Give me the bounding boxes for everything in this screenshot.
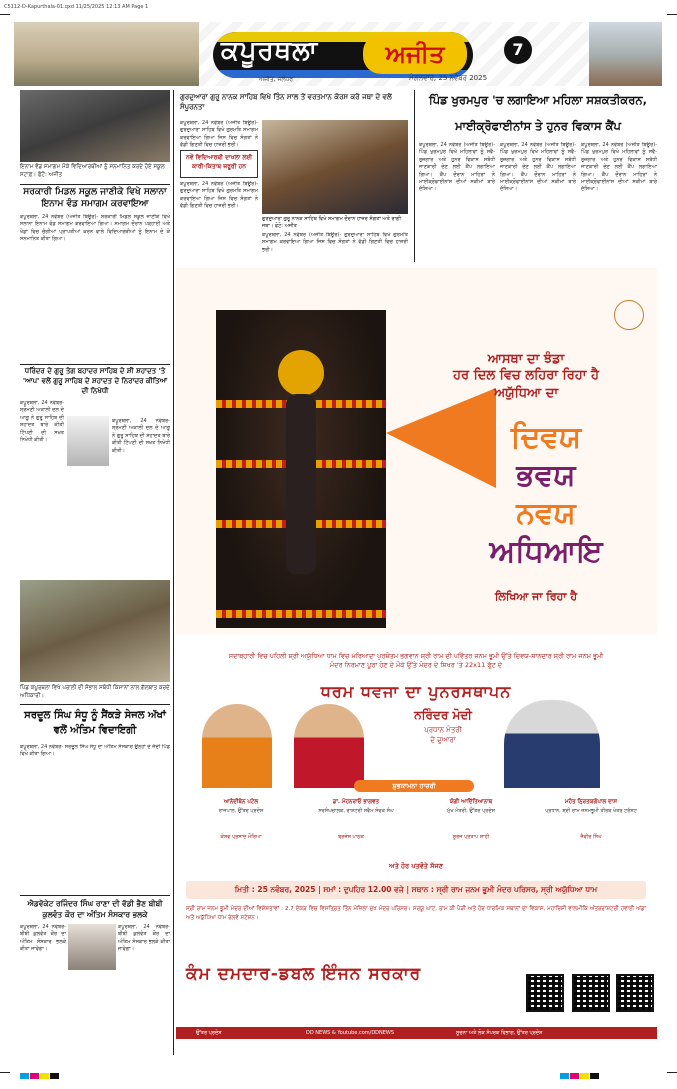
- right-story-headline-2: ਮਾਈਕ੍ਰੋਫਾਈਨਾਂਸ ਤੇ ਹੁਨਰ ਵਿਕਾਸ ਕੈਂਪ: [455, 119, 621, 133]
- pm-title: ਪ੍ਰਧਾਨ ਮੰਤਰੀ: [424, 726, 462, 734]
- divider: [20, 704, 170, 705]
- page-number: 7: [504, 36, 532, 64]
- minor-guest: ਸੂਰਜ ਪ੍ਰਤਾਪ ਸ਼ਾਹੀ: [452, 834, 490, 840]
- leader-portrait: [67, 416, 109, 466]
- photo-caption: ਗੁਰਦੁਆਰਾ ਗੁਰੂ ਨਾਨਕ ਸਾਹਿਬ ਵਿਖੇ ਸਮਾਗਮ ਦੌਰਾਨ ਹਾਜ਼ਰ ਸੰਗਤਾਂ ਅਤੇ ਰਾਗੀ ਜਥਾ। ਫੋਟੋ: ਅਜੀਤ: [262, 216, 401, 229]
- guest-name: ਯੋਗੀ ਆਦਿੱਤਿਆਨਾਥ: [449, 799, 493, 805]
- qr-code: [572, 974, 610, 1012]
- print-header: C5112-D-Kapurthala-01.qxd 11/25/2025 12:13 AM Page 1: [4, 4, 149, 10]
- up-govt-emblem: [614, 300, 644, 330]
- story-headline: ਐਡਵੋਕੇਟ ਰਜਿੰਦਰ ਸਿੰਘ ਰਾਣਾ ਦੀ ਵੱਡੀ ਭੈਣ ਬੀਬੀ ਕੁਲਵੰਤ ਕੌਰ ਦਾ ਅੰਤਿਮ ਸੰਸਕਾਰ ਭਲਕੇ: [27, 899, 163, 919]
- guest-role: ਰਾਜਪਾਲ, ਉੱਤਰ ਪ੍ਰਦੇਸ਼: [218, 808, 264, 814]
- masthead-subline: ਅਜੀਤ, ਜਲੰਧਰ: [259, 76, 294, 83]
- story-body: ਕਪੂਰਥਲਾ, 24 ਨਵੰਬਰ- ਬੀਬੀ ਕੁਲਵੰਤ ਕੌਰ ਦਾ ਅੰਤਿਮ ਸੰਸਕਾਰ ਭਲਕੇ ਕੀਤਾ ਜਾਵੇਗਾ।: [20, 924, 66, 953]
- photo-caption: ਪਿੰਡ ਕਪੂਰਥਲਾ ਵਿਖੇ ਪਰਾਲੀ ਦੀ ਸੰਭਾਲ ਸਬੰਧੀ ਕਿਸਾਨਾਂ ਨਾਲ ਗੱਲਬਾਤ ਕਰਦੇ ਅਧਿਕਾਰੀ।: [20, 685, 170, 699]
- kirtan-photo: [262, 120, 408, 214]
- guest-photo: [294, 704, 364, 788]
- advertisement: [176, 268, 657, 1058]
- footer-department: ਸੂਚਨਾ ਅਤੇ ਲੋਕ ਸੰਪਰਕ ਵਿਭਾਗ, ਉੱਤਰ ਪ੍ਰਦੇਸ਼: [456, 1030, 543, 1036]
- advert-slogan: ਕੰਮ ਦਮਦਾਰ-ਡਬਲ ਇੰਜਨ ਸਰਕਾਰ: [186, 964, 422, 984]
- advert-tagline: ਅਯੁੱਧਿਆ ਦਾ: [493, 386, 559, 401]
- advert-tagline: ਲਿਖਿਆ ਜਾ ਰਿਹਾ ਹੈ: [494, 590, 578, 603]
- pm-name: ਨਰਿੰਦਰ ਮੋਦੀ: [414, 708, 472, 722]
- masthead-photo-gurdwara: [14, 22, 199, 86]
- center-story-body: ਕਪੂਰਥਲਾ, 24 ਨਵੰਬਰ (ਅਜੀਤ ਬਿਊਰੋ)- ਗੁਰਦੁਆਰਾ ਸਾਹਿਬ ਵਿਖੇ ਗੁਰਮਤਿ ਸਮਾਗਮ ਕਰਵਾਇਆ ਗਿਆ ਜਿਸ ਵਿਚ ਸੰਗਤਾਂ ਨੇ ਵੱਡੀ ਗਿਣਤੀ ਵਿਚ ਹਾਜ਼ਰੀ ਭਰੀ।: [262, 232, 408, 253]
- masthead-brand: [199, 22, 589, 86]
- guest-photo: [202, 704, 272, 788]
- qr-code: [526, 974, 564, 1012]
- minor-guest: ਕੇਸ਼ਵ ਪ੍ਰਸਾਦ ਮੌਰਿਆ: [220, 834, 262, 840]
- crop-mark: [0, 1072, 10, 1073]
- prize-ceremony-photo: [20, 90, 170, 162]
- column-rule: [414, 90, 415, 262]
- story-body: ਕਪੂਰਥਲਾ, 24 ਨਵੰਬਰ- ਸਰਦੂਲ ਸਿੰਘ ਸੰਧੂ ਦਾ ਅੰਤਿਮ ਸੰਸਕਾਰ ਉਨ੍ਹਾਂ ਦੇ ਜੱਦੀ ਪਿੰਡ ਵਿਖੇ ਕੀਤਾ ਗਿਆ।: [20, 744, 170, 758]
- advert-word-adhyay: ਅਧਿਆਇ: [489, 534, 603, 569]
- right-story-headline: ਪਿੰਡ ਖੁਰਮਪੁਰ 'ਚ ਲਗਾਇਆ ਮਹਿਲਾ ਸਸ਼ਕਤੀਕਰਨ,: [429, 93, 647, 107]
- advert-event-title: ਧਰਮ ਧਵਜਾ ਦਾ ਪੁਨਰਸਥਾਪਨ: [320, 682, 512, 701]
- masthead-date: ਮੰਗਲਵਾਰ, 25 ਨਵੰਬਰ 2025: [409, 74, 488, 82]
- advert-footer: [176, 1027, 657, 1039]
- masthead-photo-building: [589, 22, 662, 86]
- event-date-bar: ਮਿਤੀ : 25 ਨਵੰਬਰ, 2025 | ਸਮਾਂ : ਦੁਪਹਿਰ 12.00 ਵਜੇ | ਸਥਾਨ : ਸ੍ਰੀ ਰਾਮ ਜਨਮ ਭੂਮੀ ਮੰਦਰ ਪਰਿਸਰ, ਸ੍ਰੀ ਅਯੁੱਧਿਆ ਧਾਮ: [186, 881, 646, 899]
- color-calibration-bar: [20, 1064, 60, 1083]
- pm-photo: [504, 700, 600, 788]
- crop-mark: [0, 14, 10, 15]
- pm-by: ਦੇ ਦੁਆਰਾ: [430, 736, 456, 744]
- guest-name: ਡਾ. ਮੋਹਨਰਾਓ ਭਾਗਵਤ: [332, 799, 380, 805]
- right-story-body: ਕਪੂਰਥਲਾ, 24 ਨਵੰਬਰ (ਅਜੀਤ ਬਿਊਰੋ)- ਪਿੰਡ ਖੁਰਮਪੁਰ ਵਿਖੇ ਮਹਿਲਾਵਾਂ ਨੂੰ ਸਵੈ-ਰੁਜ਼ਗਾਰ ਅਤੇ ਹੁਨਰ ਵਿਕਾਸ ਸਬੰਧੀ ਜਾਣਕਾਰੀ ਦੇਣ ਲਈ ਕੈਂਪ ਲਗਾਇਆ ਗਿਆ। ਕੈਂਪ ਦੌਰਾਨ ਮਾਹਿਰਾਂ ਨੇ ਮਾਈਕ੍ਰੋਫਾਈਨਾਂਸ ਦੀਆਂ ਸਕੀਮਾਂ ਬਾਰੇ ਦੱਸਿਆ।: [500, 142, 576, 193]
- minor-guest: ਜੈਵੀਰ ਸਿੰਘ: [580, 834, 602, 840]
- center-story-body: ਕਪੂਰਥਲਾ, 24 ਨਵੰਬਰ (ਅਜੀਤ ਬਿਊਰੋ)- ਗੁਰਦੁਆਰਾ ਸਾਹਿਬ ਵਿਖੇ ਗੁਰਮਤਿ ਸਮਾਗਮ ਕਰਵਾਇਆ ਗਿਆ ਜਿਸ ਵਿਚ ਸੰਗਤਾਂ ਨੇ ਵੱਡੀ ਗਿਣਤੀ ਵਿਚ ਹਾਜ਼ਰੀ ਭਰੀ।: [180, 120, 258, 149]
- minor-guest: ਬ੍ਰਜੇਸ਼ ਪਾਠਕ: [338, 834, 364, 840]
- story-body: ਕਪੂਰਥਲਾ, 24 ਨਵੰਬਰ- ਬੀਬੀ ਕੁਲਵੰਤ ਕੌਰ ਦਾ ਅੰਤਿਮ ਸੰਸਕਾਰ ਭਲਕੇ ਕੀਤਾ ਜਾਵੇਗਾ।: [118, 924, 170, 953]
- crop-mark: [667, 14, 677, 15]
- others-note: ਅਤੇ ਹੋਰ ਪਤਵੰਤੇ ਸੱਜਣ: [389, 862, 443, 870]
- color-calibration-bar: [560, 1064, 600, 1083]
- footer-social: DD NEWS & Youtube.com/DDNEWS: [306, 1030, 395, 1036]
- story-headline: ਧਰਿੰਦਰ ਦੇ ਗੁਰੂ ਤੇਗ ਬਹਾਦਰ ਸਾਹਿਬ ਦੇ ਸ਼ੀ ਸ਼ਹਾਦਤ 'ਤੇ 'ਆਪ' ਵਲੋਂ ਗੁਰੂ ਸਾਹਿਬ ਦੇ ਸ਼ਹਾਦਤ ਦੇ ਨਿਰਾਦਰ ਕੀਤਿਆਂ ਦੀ ਨਿਖੇਧੀ: [22, 367, 168, 395]
- advert-tagline: ਹਰ ਦਿਲ ਵਿਚ ਲਹਿਰਾ ਰਿਹਾ ਹੈ: [453, 368, 599, 383]
- masthead-logo: [213, 32, 473, 78]
- masthead-city: ਕਪੂਰਥਲਾ: [221, 36, 319, 66]
- advert-hero: [176, 268, 657, 634]
- center-story-headline: ਗੁਰਦੁਆਰਾ ਗੁਰੂ ਨਾਨਕ ਸਾਹਿਬ ਵਿਖੇ ਤਿੰਨ ਸਾਲ ਤੋਂ ਵਰਤਮਾਨ ਕੋਰਸ ਕਰੋ ਜਥਾ ਦੇ ਵਲੋਂ ਸੰਪੂਰਨਤਾ: [180, 93, 392, 111]
- divider: [20, 364, 170, 365]
- guest-name: ਆਨੰਦੀਬੇਨ ਪਟੇਲ: [223, 799, 259, 805]
- right-story-body: ਕਪੂਰਥਲਾ, 24 ਨਵੰਬਰ (ਅਜੀਤ ਬਿਊਰੋ)- ਪਿੰਡ ਖੁਰਮਪੁਰ ਵਿਖੇ ਮਹਿਲਾਵਾਂ ਨੂੰ ਸਵੈ-ਰੁਜ਼ਗਾਰ ਅਤੇ ਹੁਨਰ ਵਿਕਾਸ ਸਬੰਧੀ ਜਾਣਕਾਰੀ ਦੇਣ ਲਈ ਕੈਂਪ ਲਗਾਇਆ ਗਿਆ। ਕੈਂਪ ਦੌਰਾਨ ਮਾਹਿਰਾਂ ਨੇ ਮਾਈਕ੍ਰੋਫਾਈਨਾਂਸ ਦੀਆਂ ਸਕੀਮਾਂ ਬਾਰੇ ਦੱਸਿਆ।: [419, 142, 495, 193]
- divider: [20, 184, 170, 185]
- photo-caption: ਇਨਾਮ ਵੰਡ ਸਮਾਗਮ ਮੌਕੇ ਵਿਦਿਆਰਥੀਆਂ ਨੂੰ ਸਨਮਾਨਿਤ ਕਰਦੇ ਹੋਏ ਸਕੂਲ ਸਟਾਫ਼। ਫੋਟੋ: ਅਜੀਤ: [20, 164, 165, 178]
- footer-state: ਉੱਤਰ ਪ੍ਰਦੇਸ਼: [196, 1030, 222, 1036]
- story-body: ਕਪੂਰਥਲਾ, 24 ਨਵੰਬਰ (ਅਜੀਤ ਬਿਊਰੋ)- ਸਰਕਾਰੀ ਮਿਡਲ ਸਕੂਲ ਜਾਣੀਕੇ ਵਿਖੇ ਸਲਾਨਾ ਇਨਾਮ ਵੰਡ ਸਮਾਗਮ ਕਰਵਾਇਆ ਗਿਆ। ਸਮਾਗਮ ਦੌਰਾਨ ਪੜ੍ਹਾਈ ਅਤੇ ਖੇਡਾਂ ਵਿਚ ਚੰਗੀਆਂ ਪ੍ਰਾਪਤੀਆਂ ਕਰਨ ਵਾਲੇ ਵਿਦਿਆਰਥੀਆਂ ਨੂੰ ਇਨਾਮ ਦੇ ਕੇ ਸਨਮਾਨਿਤ ਕੀਤਾ ਗਿਆ।: [20, 214, 170, 243]
- divider: [20, 895, 170, 896]
- qr-code: [616, 974, 654, 1012]
- guest-name: ਮਹੰਤ ਨ੍ਰਿਤਯਗੋਪਾਲ ਦਾਸ: [564, 799, 618, 805]
- guests-label: ਸ਼ੁਭਕਾਮਨਾ ਹਾਜ਼ਰੀ: [354, 780, 474, 792]
- advert-word-bhavya: ਭਵਯ: [516, 458, 576, 493]
- guest-role: ਪ੍ਰਧਾਨ, ਸ਼੍ਰੀ ਰਾਮ ਜਨਮਭੂਮੀ ਤੀਰਥ ਖੇਤਰ ਟਰੱਸਟ: [545, 808, 637, 814]
- boxed-note: ਨਵੇਂ ਵਿਦਿਆਰਥੀ ਦਾਖਲਾ ਲਈ ਕਾਰੀ-ਕਿਤਾਬ ਜ਼ਰੂਰੀ ਹਨ: [180, 150, 258, 178]
- guest-role: ਸਰਸੰਘਚਾਲਕ, ਰਾਸ਼ਟਰੀ ਸਵੈਮ ਸੇਵਕ ਸੰਘ: [318, 808, 394, 814]
- story-headline: ਸਰਕਾਰੀ ਮਿਡਲ ਸਕੂਲ ਜਾਣੀਕੇ ਵਿਖੇ ਸਲਾਨਾ ਇਨਾਮ ਵੰਡ ਸਮਾਗਮ ਕਰਵਾਇਆ: [23, 187, 167, 209]
- right-story-body: ਕਪੂਰਥਲਾ, 24 ਨਵੰਬਰ (ਅਜੀਤ ਬਿਊਰੋ)- ਪਿੰਡ ਖੁਰਮਪੁਰ ਵਿਖੇ ਮਹਿਲਾਵਾਂ ਨੂੰ ਸਵੈ-ਰੁਜ਼ਗਾਰ ਅਤੇ ਹੁਨਰ ਵਿਕਾਸ ਸਬੰਧੀ ਜਾਣਕਾਰੀ ਦੇਣ ਲਈ ਕੈਂਪ ਲਗਾਇਆ ਗਿਆ। ਕੈਂਪ ਦੌਰਾਨ ਮਾਹਿਰਾਂ ਨੇ ਮਾਈਕ੍ਰੋਫਾਈਨਾਂਸ ਦੀਆਂ ਸਕੀਮਾਂ ਬਾਰੇ ਦੱਸਿਆ।: [581, 142, 657, 193]
- column-rule: [173, 90, 174, 1055]
- story-body: ਕਪੂਰਥਲਾ, 24 ਨਵੰਬਰ- ਸ਼੍ਰੋਮਣੀ ਅਕਾਲੀ ਦਲ ਦੇ ਆਗੂ ਨੇ ਗੁਰੂ ਸਾਹਿਬ ਦੀ ਸ਼ਹਾਦਤ ਬਾਰੇ ਕੀਤੀ ਟਿੱਪਣੀ ਦੀ ਸਖ਼ਤ ਨਿਖੇਧੀ ਕੀਤੀ।: [112, 418, 170, 454]
- center-story-body: ਕਪੂਰਥਲਾ, 24 ਨਵੰਬਰ (ਅਜੀਤ ਬਿਊਰੋ)- ਗੁਰਦੁਆਰਾ ਸਾਹਿਬ ਵਿਖੇ ਗੁਰਮਤਿ ਸਮਾਗਮ ਕਰਵਾਇਆ ਗਿਆ ਜਿਸ ਵਿਚ ਸੰਗਤਾਂ ਨੇ ਵੱਡੀ ਗਿਣਤੀ ਵਿਚ ਹਾਜ਼ਰੀ ਭਰੀ।: [180, 181, 258, 210]
- crop-mark: [667, 1072, 677, 1073]
- advert-tagline: ਆਸਥਾ ਦਾ ਝੰਡਾ: [487, 352, 565, 367]
- advert-intro: ਸਦਾਬਹਾਰੀ ਵਿਚ ਪਹਿਲੀ ਸ਼੍ਰੀ ਅਯੁੱਧਿਆ ਧਾਮ ਵਿਚ ਮਰਿਆਦਾ ਪੁਰਸ਼ੋਤਮ ਭਗਵਾਨ ਸ਼੍ਰੀ ਰਾਮ ਦੀ ਪਵਿੱਤਰ ਜਨਮ ਭੂਮੀ ਉੱਤੇ ਦਿਵਯ-ਸ਼ਾਨਦਾਰ ਸ਼੍ਰੀ ਰਾਮ ਜਨਮ ਭੂਮੀ ਮੰਦਰ ਨਿਰਮਾਣ ਪੂਰਾ ਹੋਣ ਦੇ ਮੌਕੇ ਉੱਤੇ ਮੰਦਰ ਦੇ ਸ਼ਿਖਰ 'ਤੇ 22x11 ਫੁੱਟ ਦੇ: [228, 652, 604, 669]
- masthead: [14, 18, 662, 90]
- obituary-portrait: [68, 924, 116, 970]
- ram-lalla-idol-photo: [216, 310, 386, 628]
- masthead-paper-name: ਅਜੀਤ: [363, 34, 467, 74]
- advert-word-divya: ਦਿਵਯ: [510, 420, 582, 455]
- temple-features: ਸ੍ਰੀ ਰਾਮ ਜਨਮ ਭੂਮੀ ਮੰਦਰ ਦੀਆਂ ਵਿਸ਼ੇਸ਼ਤਾਵਾਂ : 2.7 ਏਕੜ ਵਿਚ ਵਿਸਤ੍ਰਿਤ ਤਿੰਨ ਮੰਜ਼ਿਲਾ ਮੁੱਖ ਮੰਦਰ ਪਰਿਸਰ। ਸਰਯੂ ਘਾਟ, ਰਾਮ ਕੀ ਪੈੜੀ ਅਤੇ ਹੋਰ ਧਾਰਮਿਕ ਸਥਾਨਾਂ ਦਾ ਵਿਕਾਸ, ਮਹਾਰਿਸ਼ੀ ਵਾਲਮੀਕਿ ਅੰਤਰਰਾਸ਼ਟਰੀ ਹਵਾਈ ਅੱਡਾ ਅਤੇ ਅਯੁੱਧਿਆ ਧਾਮ ਰੇਲਵੇ ਸਟੇਸ਼ਨ।: [186, 906, 646, 921]
- story-body: ਕਪੂਰਥਲਾ, 24 ਨਵੰਬਰ- ਸ਼੍ਰੋਮਣੀ ਅਕਾਲੀ ਦਲ ਦੇ ਆਗੂ ਨੇ ਗੁਰੂ ਸਾਹਿਬ ਦੀ ਸ਼ਹਾਦਤ ਬਾਰੇ ਕੀਤੀ ਟਿੱਪਣੀ ਦੀ ਸਖ਼ਤ ਨਿਖੇਧੀ ਕੀਤੀ।: [20, 400, 64, 444]
- story-headline: ਸਰਦੂਲ ਸਿੰਘ ਸੰਧੂ ਨੂੰ ਸੈਂਕੜੇ ਸੇਜਲ ਅੱਖਾਂ ਵਲੋਂ ਅੰਤਿਮ ਵਿਦਾਇਗੀ: [24, 710, 166, 736]
- stubble-photo: [20, 580, 170, 682]
- advert-word-navya: ਨਵਯ: [516, 496, 576, 531]
- guest-role: ਮੁੱਖ ਮੰਤਰੀ, ਉੱਤਰ ਪ੍ਰਦੇਸ਼: [447, 808, 495, 814]
